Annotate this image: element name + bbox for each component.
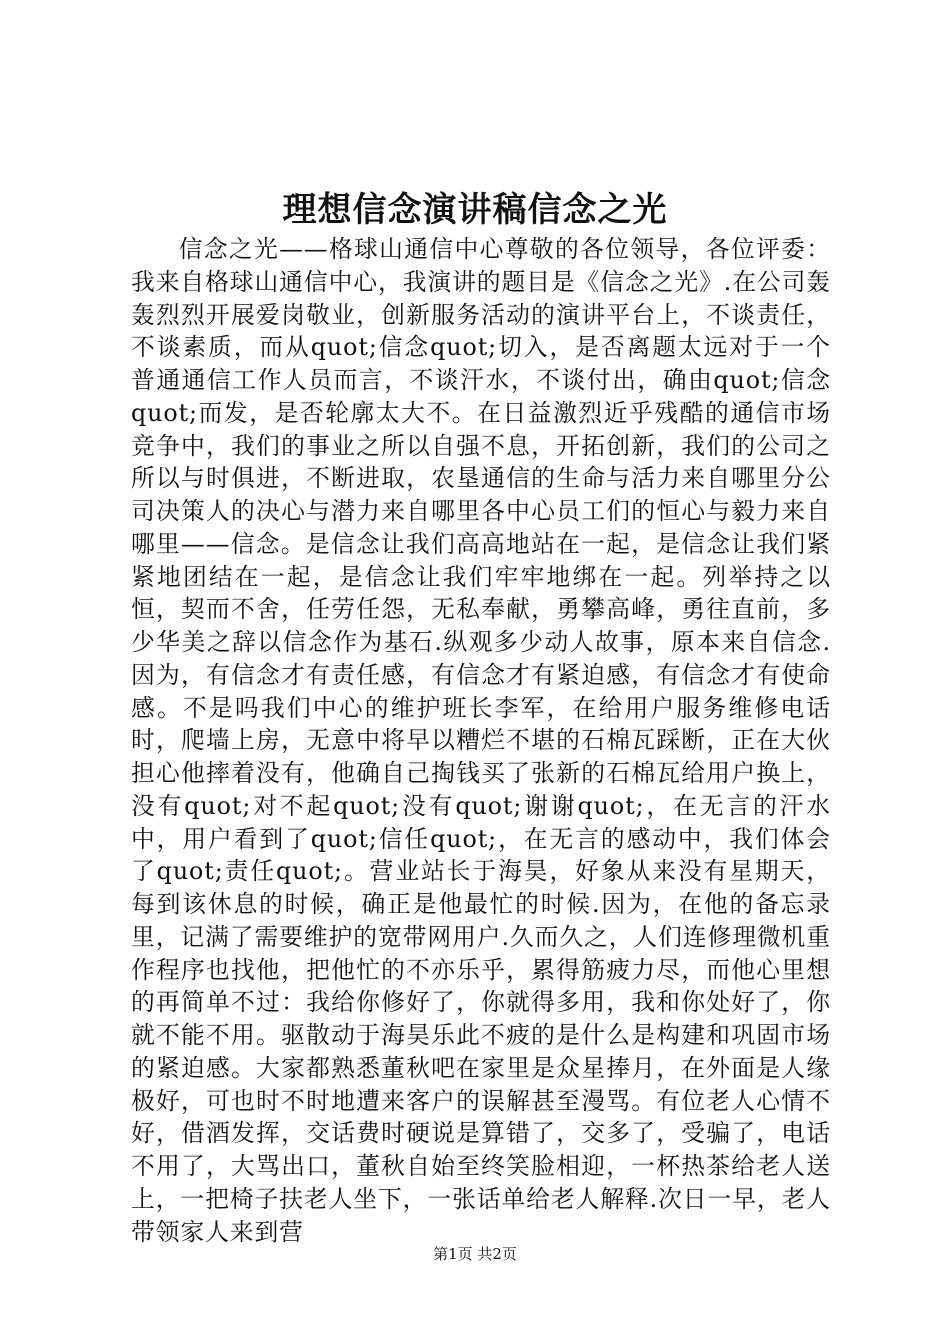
- document-title: 理想信念演讲稿信念之光: [282, 190, 668, 230]
- document-body: 信念之光——格球山通信中心尊敬的各位领导，各位评委：我来自格球山通信中心，我演讲的题目是《信念之光》.在公司轰轰烈烈开展爱岗敬业，创新服务活动的演讲平台上，不谈责任，不谈素质，而从quot;信念quot;切入，是否离题太远对于一个普通通信工作人员而言，不谈汗水，不谈付出，确由quot;信念quot;而发，是否轮廓太大不。在日益激烈近乎残酷的通信市场竞争中，我们的事业之所以自强不息，开拓创新，我们的公司之所以与时俱进，不断进取，农垦通信的生命与活力来自哪里分公司决策人的决心与潜力来自哪里各中心员工们的恒心与毅力来自哪里——信念。是信念让我们高高地站在一起，是信念让我们紧紧地团结在一起，是信念让我们牢牢地绑在一起。列举持之以恒，契而不舍，任劳任怨，无私奉献，勇攀高峰，勇往直前，多少华美之辞以信念作为基石.纵观多少动人故事，原本来自信念.因为，有信念才有责任感，有信念才有紧迫感，有信念才有使命感。不是吗我们中心的维护班长李军，在给用户服务维修电话时，爬墙上房，无意中将早以糟烂不堪的石棉瓦踩断，正在大伙担心他摔着没有，他确自己掏钱买了张新的石棉瓦给用户换上，没有quot;对不起quot;没有quot;谢谢quot;，在无言的汗水中，用户看到了quot;信任quot;，在无言的感动中，我们体会了quot;责任quot;。营业站长于海昊，好象从来没有星期天，每到该休息的时候，确正是他最忙的时候.因为，在他的备忘录里，记满了需要维护的宽带网用户.久而久之，人们连修理微机重作程序也找他，把他忙的不亦乐乎，累得筋疲力尽，而他心里想的再简单不过：我给你修好了，你就得多用，我和你处好了，你就不能不用。驱散动于海昊乐此不疲的是什么是构建和巩固市场的紧迫感。大家都熟悉董秋吧在家里是众星捧月，在外面是人缘极好，可也时不时地遭来客户的误解甚至漫骂。有位老人心情不好，借酒发挥，交话费时硬说是算错了，交多了，受骗了，电话不用了，大骂出口，董秋自始至终笑脸相迎，一杯热茶给老人送上，一把椅子扶老人坐下，一张话单给老人解释.次日一早，老人带领家人来到营: [131, 235, 831, 1246]
- page-footer: 第1页 共2页: [433, 1245, 517, 1263]
